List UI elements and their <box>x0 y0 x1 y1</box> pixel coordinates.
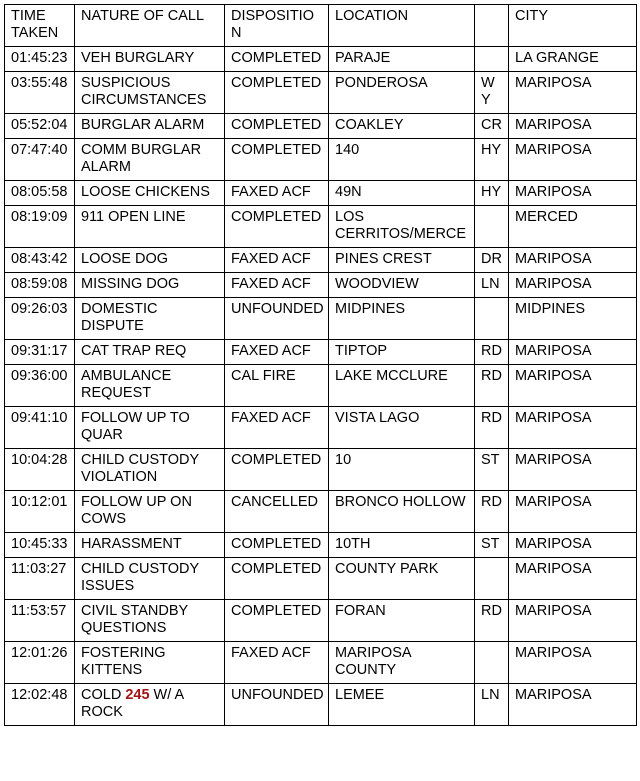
call-rows <box>5 47 637 726</box>
cell-time: 11:53:57 <box>5 600 75 642</box>
cell-disposition: UNFOUNDED <box>225 298 329 340</box>
cell-time: 09:26:03 <box>5 298 75 340</box>
header-time: TIME TAKEN <box>5 5 75 47</box>
cell-city: MARIPOSA <box>509 533 637 558</box>
cell-time: 08:19:09 <box>5 206 75 248</box>
cell-city: MARIPOSA <box>509 600 637 642</box>
table-row <box>5 47 637 72</box>
table-row <box>5 139 637 181</box>
cell-location: 49N <box>329 181 475 206</box>
cell-time: 10:04:28 <box>5 449 75 491</box>
cell-disposition: COMPLETED <box>225 72 329 114</box>
cell-city: MARIPOSA <box>509 340 637 365</box>
cell-nature: FOSTERING KITTENS <box>75 642 225 684</box>
table-row <box>5 642 637 684</box>
cell-location: LOS CERRITOS/MERCE <box>329 206 475 248</box>
cell-disposition: FAXED ACF <box>225 642 329 684</box>
cell-nature <box>75 684 225 726</box>
cell-suffix: RD <box>475 407 509 449</box>
cell-time: 09:41:10 <box>5 407 75 449</box>
header-disposition: DISPOSITION <box>225 5 329 47</box>
table-row <box>5 684 637 726</box>
cell-city: MARIPOSA <box>509 273 637 298</box>
cell-disposition: FAXED ACF <box>225 340 329 365</box>
cell-location: 140 <box>329 139 475 181</box>
cell-suffix <box>475 206 509 248</box>
cell-disposition: FAXED ACF <box>225 273 329 298</box>
header-suffix <box>475 5 509 47</box>
cell-time: 01:45:23 <box>5 47 75 72</box>
table-row <box>5 449 637 491</box>
cell-city: MARIPOSA <box>509 407 637 449</box>
cell-nature: DOMESTIC DISPUTE <box>75 298 225 340</box>
cell-location: PARAJE <box>329 47 475 72</box>
cell-disposition: UNFOUNDED <box>225 684 329 726</box>
cell-suffix: RD <box>475 491 509 533</box>
cell-time: 09:31:17 <box>5 340 75 365</box>
cell-city: MARIPOSA <box>509 114 637 139</box>
cell-location: LAKE MCCLURE <box>329 365 475 407</box>
cell-disposition: COMPLETED <box>225 47 329 72</box>
cell-location: VISTA LAGO <box>329 407 475 449</box>
cell-location: COAKLEY <box>329 114 475 139</box>
cell-suffix: CR <box>475 114 509 139</box>
cell-location: PONDEROSA <box>329 72 475 114</box>
cell-nature: BURGLAR ALARM <box>75 114 225 139</box>
table-row <box>5 600 637 642</box>
cell-city: MARIPOSA <box>509 365 637 407</box>
cell-suffix: RD <box>475 365 509 407</box>
cell-nature: CHILD CUSTODY VIOLATION <box>75 449 225 491</box>
cell-time: 12:01:26 <box>5 642 75 684</box>
cell-disposition: FAXED ACF <box>225 248 329 273</box>
cell-time: 09:36:00 <box>5 365 75 407</box>
cell-nature: LOOSE DOG <box>75 248 225 273</box>
cell-location: 10 <box>329 449 475 491</box>
cell-time: 05:52:04 <box>5 114 75 139</box>
cell-city: MIDPINES <box>509 298 637 340</box>
cell-city: MARIPOSA <box>509 491 637 533</box>
cell-suffix: RD <box>475 340 509 365</box>
cell-city: MARIPOSA <box>509 684 637 726</box>
cell-disposition: CANCELLED <box>225 491 329 533</box>
cell-time: 08:43:42 <box>5 248 75 273</box>
cell-disposition: CAL FIRE <box>225 365 329 407</box>
nature-text: COLD <box>81 687 126 703</box>
cell-disposition: COMPLETED <box>225 600 329 642</box>
cell-location: FORAN <box>329 600 475 642</box>
cell-location: WOODVIEW <box>329 273 475 298</box>
cell-nature: FOLLOW UP ON COWS <box>75 491 225 533</box>
cell-location: PINES CREST <box>329 248 475 273</box>
cell-city: MARIPOSA <box>509 449 637 491</box>
cell-time: 08:59:08 <box>5 273 75 298</box>
cell-location: COUNTY PARK <box>329 558 475 600</box>
table-row <box>5 340 637 365</box>
header-location: LOCATION <box>329 5 475 47</box>
cell-location: MARIPOSA COUNTY <box>329 642 475 684</box>
call-log-table <box>4 4 637 726</box>
cell-nature: AMBULANCE REQUEST <box>75 365 225 407</box>
cell-city: MERCED <box>509 206 637 248</box>
cell-nature: COMM BURGLAR ALARM <box>75 139 225 181</box>
cell-suffix: HY <box>475 181 509 206</box>
cell-disposition: COMPLETED <box>225 449 329 491</box>
cell-time: 10:45:33 <box>5 533 75 558</box>
cell-suffix <box>475 642 509 684</box>
table-row <box>5 181 637 206</box>
cell-city: MARIPOSA <box>509 248 637 273</box>
cell-time: 12:02:48 <box>5 684 75 726</box>
table-row <box>5 298 637 340</box>
cell-suffix: WY <box>475 72 509 114</box>
cell-nature: HARASSMENT <box>75 533 225 558</box>
cell-location: 10TH <box>329 533 475 558</box>
cell-nature: MISSING DOG <box>75 273 225 298</box>
cell-suffix <box>475 298 509 340</box>
table-row <box>5 407 637 449</box>
cell-suffix <box>475 558 509 600</box>
cell-nature: VEH BURGLARY <box>75 47 225 72</box>
cell-location: LEMEE <box>329 684 475 726</box>
table-row <box>5 365 637 407</box>
cell-nature: 911 OPEN LINE <box>75 206 225 248</box>
header-row <box>5 5 637 47</box>
cell-time: 08:05:58 <box>5 181 75 206</box>
header-city: CITY <box>509 5 637 47</box>
cell-disposition: COMPLETED <box>225 533 329 558</box>
cell-suffix: ST <box>475 533 509 558</box>
cell-nature: SUSPICIOUS CIRCUMSTANCES <box>75 72 225 114</box>
cell-location: MIDPINES <box>329 298 475 340</box>
cell-suffix: RD <box>475 600 509 642</box>
cell-disposition: COMPLETED <box>225 558 329 600</box>
cell-disposition: FAXED ACF <box>225 407 329 449</box>
cell-suffix: HY <box>475 139 509 181</box>
cell-city: MARIPOSA <box>509 181 637 206</box>
cell-time: 10:12:01 <box>5 491 75 533</box>
table-row <box>5 248 637 273</box>
cell-nature: CHILD CUSTODY ISSUES <box>75 558 225 600</box>
header-nature: NATURE OF CALL <box>75 5 225 47</box>
cell-suffix: ST <box>475 449 509 491</box>
cell-city: LA GRANGE <box>509 47 637 72</box>
cell-suffix <box>475 47 509 72</box>
cell-disposition: COMPLETED <box>225 114 329 139</box>
cell-suffix: LN <box>475 273 509 298</box>
nature-text: W/ A ROCK <box>81 687 184 720</box>
cell-location: BRONCO HOLLOW <box>329 491 475 533</box>
cell-location: TIPTOP <box>329 340 475 365</box>
cell-city: MARIPOSA <box>509 558 637 600</box>
table-row <box>5 206 637 248</box>
penal-code-highlight: 245 <box>125 687 150 703</box>
cell-nature: LOOSE CHICKENS <box>75 181 225 206</box>
cell-disposition: COMPLETED <box>225 206 329 248</box>
cell-city: MARIPOSA <box>509 72 637 114</box>
cell-suffix: DR <box>475 248 509 273</box>
cell-time: 07:47:40 <box>5 139 75 181</box>
cell-suffix: LN <box>475 684 509 726</box>
cell-nature: CIVIL STANDBY QUESTIONS <box>75 600 225 642</box>
table-row <box>5 491 637 533</box>
cell-city: MARIPOSA <box>509 139 637 181</box>
cell-city: MARIPOSA <box>509 642 637 684</box>
cell-disposition: FAXED ACF <box>225 181 329 206</box>
table-row <box>5 273 637 298</box>
table-row <box>5 72 637 114</box>
cell-nature: FOLLOW UP TO QUAR <box>75 407 225 449</box>
table-row <box>5 114 637 139</box>
cell-nature: CAT TRAP REQ <box>75 340 225 365</box>
table-row <box>5 533 637 558</box>
cell-time: 03:55:48 <box>5 72 75 114</box>
cell-time: 11:03:27 <box>5 558 75 600</box>
table-row <box>5 558 637 600</box>
cell-disposition: COMPLETED <box>225 139 329 181</box>
